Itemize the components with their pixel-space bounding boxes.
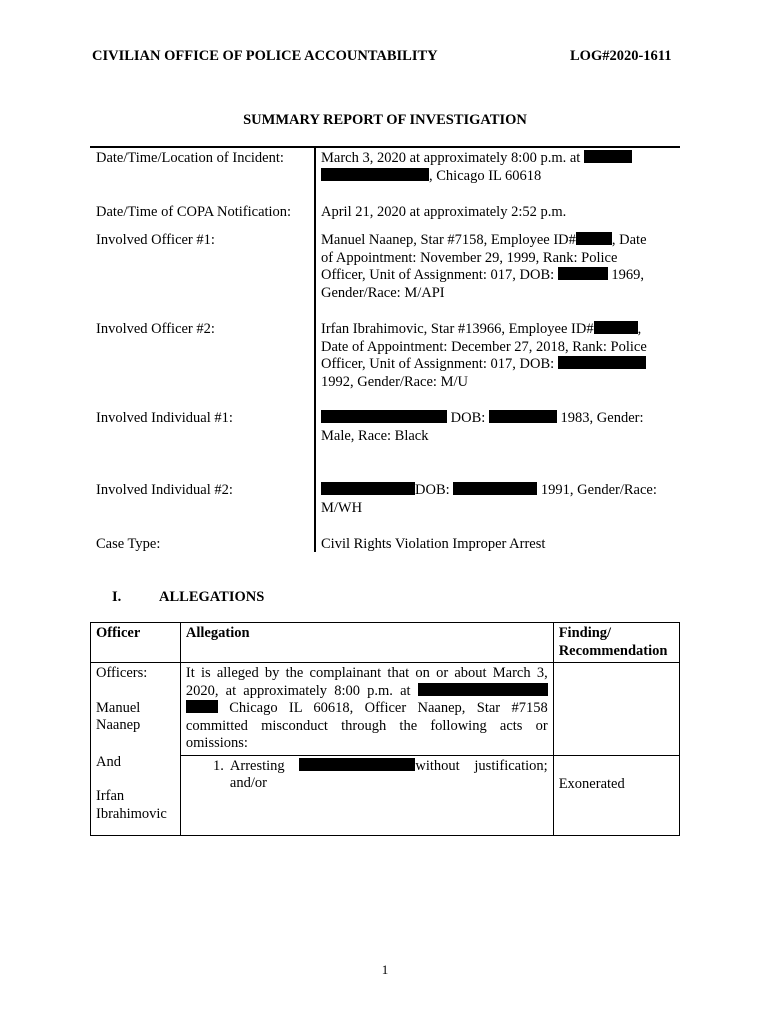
redaction xyxy=(321,410,447,423)
top-rule xyxy=(90,146,680,148)
field-divider xyxy=(314,148,316,552)
individual1-value xyxy=(321,410,671,445)
officer1-value xyxy=(321,232,671,302)
officer1-line3b: 1969, xyxy=(611,267,645,283)
section-title: ALLEGATIONS xyxy=(159,589,265,605)
officer2-value xyxy=(321,321,671,391)
individual2-label: Involved Individual #2: xyxy=(96,482,233,498)
incident-line2: , Chicago IL 60618 xyxy=(429,167,542,184)
item-text-b: without justification; and/or xyxy=(229,757,548,791)
report-title: SUMMARY REPORT OF INVESTIGATION xyxy=(243,112,527,128)
officer2-line2: Date of Appointment: December 27, 2018, Rank: Police xyxy=(321,338,647,355)
officer1-label: Involved Officer #1: xyxy=(96,232,215,248)
officer2-line4: 1992, Gender/Race: M/U xyxy=(321,373,468,390)
redaction xyxy=(576,232,612,245)
officer2-line1b: , xyxy=(637,321,642,337)
individual1-line2: Male, Race: Black xyxy=(321,427,429,444)
header-allegation: Allegation xyxy=(180,623,553,663)
finding-empty-cell xyxy=(553,663,679,756)
section-number: I. xyxy=(112,589,122,605)
redaction xyxy=(594,321,638,334)
allegation-intro-2: Chicago IL 60618, Officer Naanep, Star #7158 committed misconduct through the following acts or omissions: xyxy=(185,700,548,751)
officer-name-b: Irfan Ibrahimovic xyxy=(96,788,167,822)
officer2-label: Involved Officer #2: xyxy=(96,321,215,337)
item-text xyxy=(230,758,548,793)
redaction xyxy=(321,482,415,495)
allegation-item-cell xyxy=(180,755,553,836)
redaction xyxy=(584,150,632,163)
incident-value xyxy=(321,150,671,185)
item-number: 1. xyxy=(213,757,224,774)
redaction xyxy=(299,758,415,771)
notification-value: April 21, 2020 at approximately 2:52 p.m. xyxy=(321,204,567,220)
officer-cell xyxy=(91,663,181,836)
page-number: 1 xyxy=(381,962,389,977)
redaction xyxy=(453,482,537,495)
and-label: And xyxy=(96,753,121,770)
finding-cell xyxy=(553,755,679,836)
officer1-line2: of Appointment: November 29, 1999, Rank: Police xyxy=(321,249,618,266)
redaction xyxy=(321,168,429,181)
redaction xyxy=(418,683,548,696)
allegation-intro-cell xyxy=(180,663,553,756)
redaction xyxy=(558,356,646,369)
officer1-line3a: Officer, Unit of Assignment: 017, DOB: xyxy=(321,267,555,283)
incident-label: Date/Time/Location of Incident: xyxy=(96,150,284,166)
individual1-label: Involved Individual #1: xyxy=(96,410,233,426)
case-type-label: Case Type: xyxy=(96,536,161,552)
table-header-row xyxy=(91,623,680,663)
item-text-a: Arresting xyxy=(229,757,285,774)
officer2-line1a: Irfan Ibrahimovic, Star #13966, Employee ID# xyxy=(321,321,594,337)
individual2-line1b: 1991, Gender/Race: xyxy=(540,482,657,498)
table-row xyxy=(91,663,680,756)
redaction xyxy=(186,700,218,713)
finding-value: Exonerated xyxy=(558,775,625,792)
individual2-line1a: DOB: xyxy=(415,482,450,498)
agency-header: CIVILIAN OFFICE OF POLICE ACCOUNTABILITY xyxy=(92,48,438,64)
individual2-line2: M/WH xyxy=(321,499,363,516)
redaction xyxy=(489,410,557,423)
redaction xyxy=(558,267,608,280)
allegation-intro-1: It is alleged by the complainant that on or about March 3, 2020, at approximately 8:00 p.m. at xyxy=(185,665,548,699)
officer-name-a: Manuel Naanep xyxy=(96,699,141,733)
individual1-line1b: 1983, Gender: xyxy=(560,410,644,426)
officer2-line3: Officer, Unit of Assignment: 017, DOB: xyxy=(321,356,555,372)
individual1-line1a: DOB: xyxy=(450,410,486,426)
header-officer: Officer xyxy=(91,623,181,663)
allegation-item xyxy=(186,758,548,793)
officers-label: Officers: xyxy=(96,665,148,681)
incident-line1: March 3, 2020 at approximately 8:00 p.m. at xyxy=(321,150,581,166)
officer1-line4: Gender/Race: M/API xyxy=(321,284,445,301)
notification-label: Date/Time of COPA Notification: xyxy=(96,204,292,220)
log-number: LOG#2020-1611 xyxy=(570,48,672,64)
officer1-line1b: , Date xyxy=(611,232,647,248)
allegations-table xyxy=(90,622,680,836)
header-finding: Finding/ Recommendation xyxy=(553,623,679,663)
officer1-line1a: Manuel Naanep, Star #7158, Employee ID# xyxy=(321,232,576,248)
individual2-value xyxy=(321,482,671,517)
case-type-value: Civil Rights Violation Improper Arrest xyxy=(321,536,546,552)
